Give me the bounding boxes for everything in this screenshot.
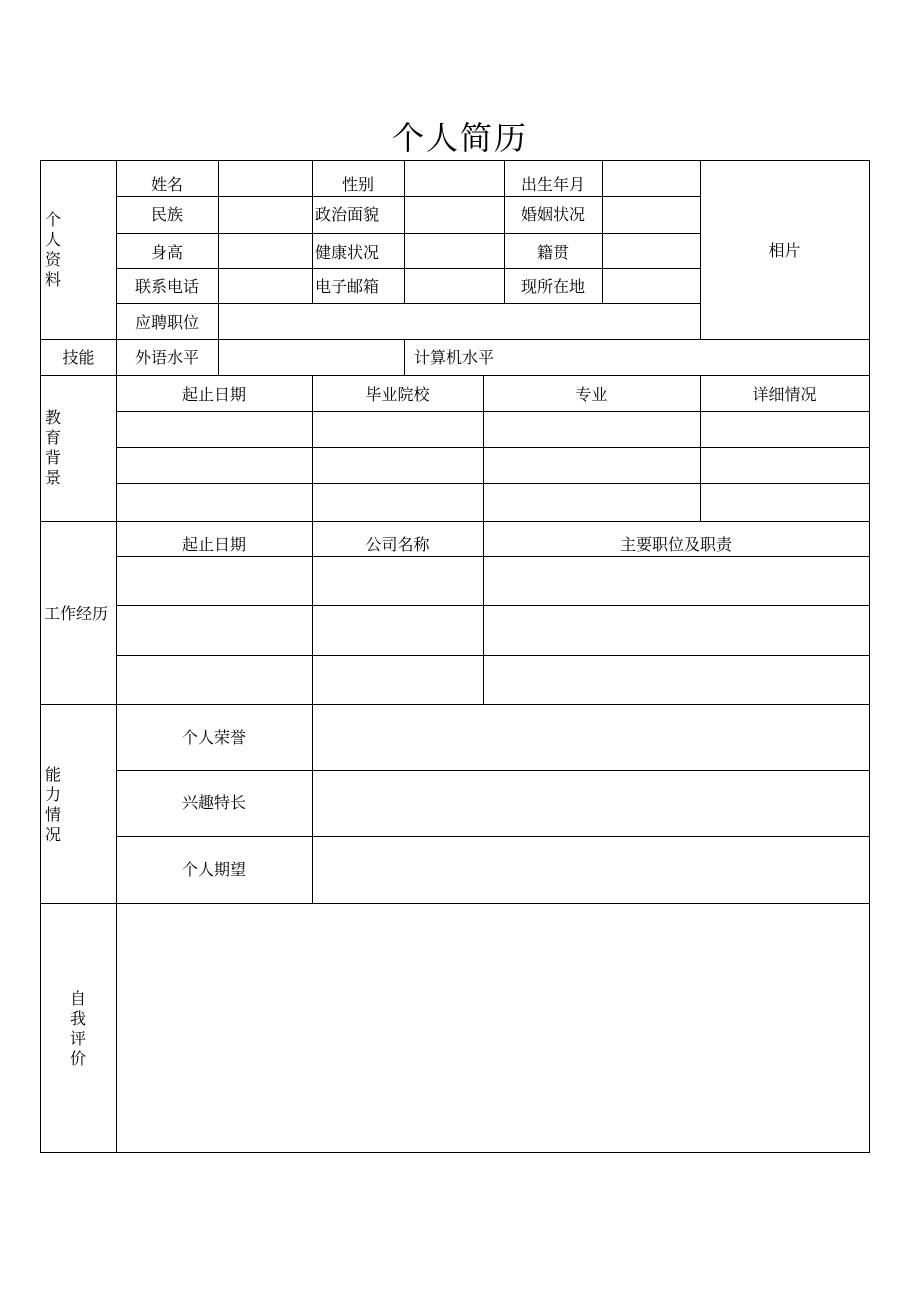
label-email: 电子邮箱 — [315, 277, 380, 296]
label-hobbies: 兴趣特长 — [181, 793, 246, 812]
name-value-cell[interactable] — [219, 161, 312, 196]
label-politics: 政治面貌 — [315, 205, 380, 224]
row-line — [116, 268, 700, 269]
row-line — [116, 770, 870, 771]
row-line — [116, 233, 700, 234]
work-header-duties: 主要职位及职责 — [619, 535, 732, 554]
table-border-right — [869, 160, 870, 1153]
label-height: 身高 — [150, 243, 183, 262]
section-line — [40, 521, 870, 522]
work-header-dates: 起止日期 — [181, 535, 246, 554]
section-line — [40, 375, 870, 376]
gender-value-cell[interactable] — [405, 161, 504, 196]
label-ethnicity: 民族 — [150, 205, 183, 224]
row-line — [116, 411, 870, 412]
edu-header-school: 毕业院校 — [365, 385, 430, 404]
label-position: 应聘职位 — [134, 313, 199, 332]
page-title: 个人简历 — [391, 119, 528, 157]
section-label-ability: 能力情况 — [44, 765, 61, 844]
self-eval-value-cell[interactable] — [117, 904, 869, 1152]
label-computer: 计算机水平 — [414, 348, 495, 367]
section-label-personal: 个人资料 — [44, 210, 61, 289]
row-line — [116, 605, 870, 606]
table-border-left — [40, 160, 41, 1153]
col-line — [312, 704, 313, 903]
section-line — [40, 704, 870, 705]
label-name: 姓名 — [150, 175, 183, 194]
col-line — [218, 339, 219, 375]
edu-header-major: 专业 — [575, 385, 608, 404]
photo-placeholder: 相片 — [768, 241, 801, 260]
label-expectations: 个人期望 — [181, 860, 246, 879]
section-label-education: 教育背景 — [44, 408, 61, 487]
label-location: 现所在地 — [520, 277, 585, 296]
row-line — [116, 196, 700, 197]
position-value-cell[interactable] — [219, 304, 700, 339]
section-label-self-eval: 自我评价 — [69, 989, 86, 1068]
label-marital: 婚姻状况 — [520, 205, 585, 224]
row-line — [116, 556, 870, 557]
row-line — [116, 447, 870, 448]
label-health: 健康状况 — [315, 243, 380, 262]
section-label-work: 工作经历 — [44, 604, 109, 623]
row-line — [116, 836, 870, 837]
label-honors: 个人荣誉 — [181, 728, 246, 747]
edu-header-dates: 起止日期 — [181, 385, 246, 404]
col-line — [404, 339, 405, 375]
section-line — [40, 339, 870, 340]
label-origin: 籍贯 — [536, 243, 569, 262]
table-border-bottom — [40, 1152, 870, 1153]
label-birth: 出生年月 — [520, 175, 585, 194]
section-label-skills: 技能 — [62, 348, 95, 367]
row-line — [116, 655, 870, 656]
label-gender: 性别 — [341, 175, 374, 194]
label-phone: 联系电话 — [134, 277, 199, 296]
birth-value-cell[interactable] — [603, 161, 700, 196]
work-header-company: 公司名称 — [365, 535, 430, 554]
row-line — [116, 483, 870, 484]
edu-header-details: 详细情况 — [752, 385, 817, 404]
label-language: 外语水平 — [134, 348, 199, 367]
photo-cell[interactable] — [701, 161, 869, 339]
